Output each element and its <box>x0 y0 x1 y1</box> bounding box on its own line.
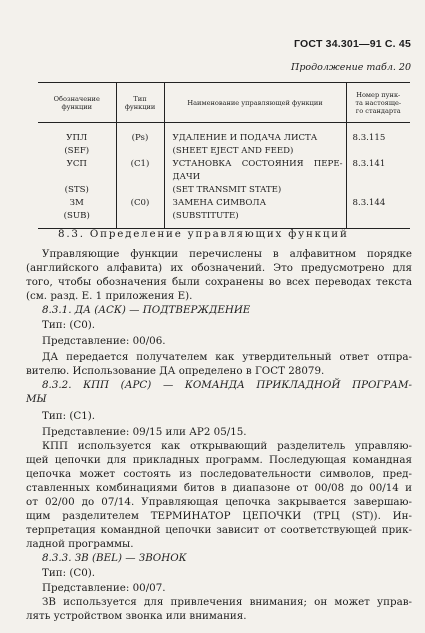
paragraph-line: лять устройством звонка или внимания. <box>26 610 247 622</box>
function-representation: Представление: 09/15 или АР2 05/15. <box>42 426 247 438</box>
paragraph-line: ладной программы. <box>26 538 134 550</box>
function-type: Тип: (С0). <box>42 567 96 579</box>
paragraph-line: вителю. Использование ДА определено в ГОСТ 28079. <box>26 365 325 377</box>
col-header-type: Тип функции <box>116 83 164 123</box>
table-row: УСП (C1) УСТАНОВКА СОСТОЯНИЯ ПЕРЕ- 8.3.141 <box>38 158 410 171</box>
function-type: Тип: (С0). <box>42 319 96 331</box>
table-continuation-label: Продолжение табл. 20 <box>291 62 411 73</box>
subsection-title-cont: МЫ <box>26 393 47 405</box>
subsection-title: 8.3.3. ЗВ (BEL) — ЗВОНОК <box>42 552 187 564</box>
table-row: (STS) (SET TRANSMIT STATE) <box>38 184 410 197</box>
table-row: (SUB) (SUBSTITUTE) <box>38 210 410 229</box>
col-header-name: Наименование управляющей функции <box>164 83 346 123</box>
table-row: ЗМ (C0) ЗАМЕНА СИМВОЛА 8.3.144 <box>38 197 410 210</box>
col-header-code: Обозначение функции <box>38 83 116 123</box>
table-row: (SEF) (SHEET EJECT AND FEED) <box>38 145 410 158</box>
paragraph-line: (см. разд. Е. 1 приложения Е). <box>26 290 193 302</box>
functions-table <box>38 82 410 229</box>
table-row: УПЛ (Ps) УДАЛЕНИЕ И ПОДАЧА ЛИСТА 8.3.115 <box>38 123 410 146</box>
paragraph-line: ставленных комбинациями битов в диапазоне от 00/08 до 00/14 и <box>26 482 412 494</box>
paragraph-line: терпретация командной цепочки зависит от соответствующей прик- <box>26 524 412 536</box>
paragraph-line: цепочка может состоять из последовательности символов, пред- <box>26 468 412 480</box>
function-representation: Представление: 00/07. <box>42 582 166 594</box>
paragraph-line: щей цепочки для прикладных программ. Последующая командная <box>26 454 412 466</box>
paragraph-line: того, чтобы обозначения были сохранены во всех переводах текста <box>26 276 412 288</box>
col-header-number: Номер пунк- та настояще- го стандарта <box>346 83 410 123</box>
paragraph-line: от 02/00 до 07/14. Управляющая цепочка закрывается завершаю- <box>26 496 412 508</box>
function-representation: Представление: 00/06. <box>42 335 166 347</box>
paragraph-line: (английского алфавита) их обозначений. Это предусмотрено для <box>26 262 412 274</box>
section-title: 8.3. Определение управляющих функций <box>58 228 349 240</box>
table-header-row <box>38 83 410 123</box>
paragraph-line: щим разделителем ТЕРМИНАТОР ЦЕПОЧКИ (ТРЦ (ST)). Ин- <box>26 510 412 522</box>
standard-header: ГОСТ 34.301—91 С. 45 <box>294 38 411 50</box>
paragraph-line: ЗВ используется для привлечения внимания; он может управ- <box>42 596 412 608</box>
table-row: ДАЧИ <box>38 171 410 184</box>
subsection-title: 8.3.1. ДА (АСК) — ПОДТВЕРЖДЕНИЕ <box>42 304 251 316</box>
paragraph-line: ДА передается получателем как утвердительный ответ отпра- <box>42 351 412 363</box>
paragraph-line: КПП используется как открывающий разделитель управляю- <box>42 440 412 452</box>
subsection-title: 8.3.2. КПП (АРС) — КОМАНДА ПРИКЛАДНОЙ ПРОГРАМ- <box>42 379 412 391</box>
function-type: Тип: (С1). <box>42 410 96 422</box>
paragraph-line: Управляющие функции перечислены в алфавитном порядке <box>42 248 412 260</box>
